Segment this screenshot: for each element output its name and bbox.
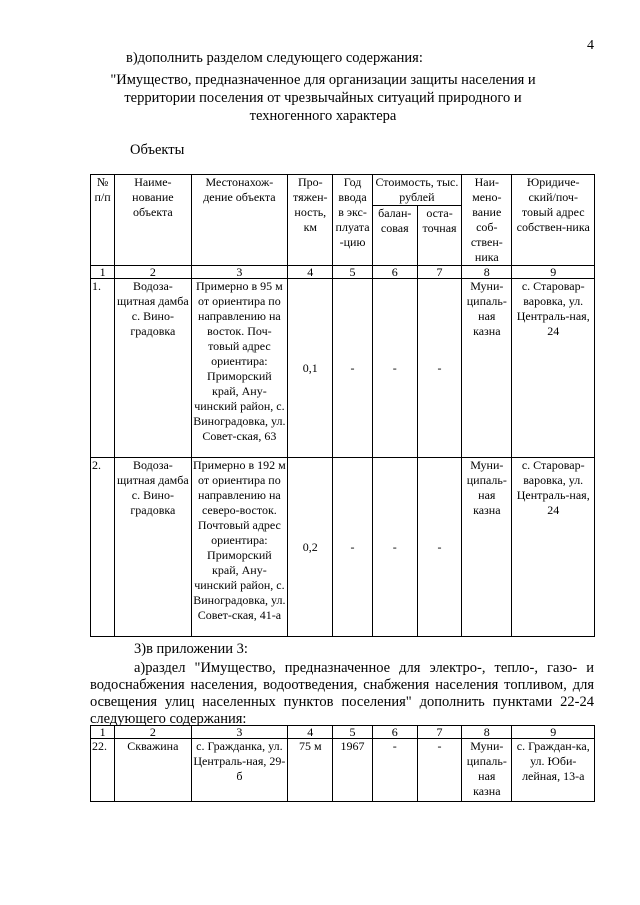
row-no: 2.	[91, 458, 115, 637]
section-title-line-2: территории поселения от чрезвычайных ситуаций природного и	[124, 90, 522, 106]
col-number: 6	[372, 726, 417, 739]
header-address: Юридиче-ский/поч-товый адрес собствен-ника	[512, 175, 595, 266]
row-owner: Муни-ципаль-ная казна	[462, 739, 512, 802]
col-number: 9	[512, 726, 595, 739]
objects-table	[90, 174, 595, 637]
header-location: Местонахож-дение объекта	[191, 175, 288, 266]
section-title-line-1: "Имущество, предназначенное для организации защиты населения и	[110, 72, 536, 88]
page-number: 4	[587, 38, 594, 53]
col-number: 2	[115, 726, 191, 739]
col-number: 2	[115, 266, 191, 279]
row-address: с. Граждан-ка, ул. Юби-лейная, 13-а	[512, 739, 595, 802]
col-number: 3	[191, 266, 288, 279]
row-name: Водоза-щитная дамба с. Вино-градовка	[115, 279, 191, 458]
row-balance: -	[372, 279, 417, 458]
table-row	[91, 279, 595, 458]
col-number: 7	[417, 266, 461, 279]
row-owner: Муни-ципаль-ная казна	[462, 279, 512, 458]
row-residual: -	[417, 739, 461, 802]
header-length: Про-тяжен-ность, км	[288, 175, 333, 266]
col-number: 1	[91, 266, 115, 279]
col-number: 1	[91, 726, 115, 739]
row-length: 75 м	[288, 739, 333, 802]
row-no: 22.	[91, 739, 115, 802]
row-length: 0,1	[288, 279, 333, 458]
col-number: 7	[417, 726, 461, 739]
header-no: № п/п	[91, 175, 115, 266]
row-length: 0,2	[288, 458, 333, 637]
row-owner: Муни-ципаль-ная казна	[462, 458, 512, 637]
col-number: 8	[462, 726, 512, 739]
row-no: 1.	[91, 279, 115, 458]
header-year: Год ввода в экс-плуата-цию	[333, 175, 372, 266]
row-location: Примерно в 192 м от ориентира по направлению на северо-восток. Почтовый адрес ориентира: Приморский край, Ану-чинский район, с. Виноградовка, ул. Совет-ская, 41-а	[191, 458, 288, 637]
row-location: с. Гражданка, ул. Централь-ная, 29-б	[191, 739, 288, 802]
row-address: с. Старовар-варовка, ул. Централь-ная, 24	[512, 458, 595, 637]
row-address: с. Старовар-варовка, ул. Централь-ная, 24	[512, 279, 595, 458]
row-name: Скважина	[115, 739, 191, 802]
section3-heading: 3)в приложении 3:	[134, 641, 248, 657]
row-residual: -	[417, 458, 461, 637]
col-number: 4	[288, 266, 333, 279]
col-number: 3	[191, 726, 288, 739]
table-row	[91, 458, 595, 637]
header-name: Наиме-нование объекта	[115, 175, 191, 266]
table-row	[91, 739, 595, 802]
section-title-line-3: техногенного характера	[249, 108, 397, 124]
row-year: -	[333, 458, 372, 637]
row-location: Примерно в 95 м от ориентира по направлению на восток. Поч-товый адрес ориентира: Приморский край, Ану-чинский район, с. Виноградовка, ул. Совет-ская, 63	[191, 279, 288, 458]
col-number: 8	[462, 266, 512, 279]
row-balance: -	[372, 739, 417, 802]
header-cost: Стоимость, тыс. рублей	[372, 175, 462, 206]
col-number: 9	[512, 266, 595, 279]
row-name: Водоза-щитная дамба с. Вино-градовка	[115, 458, 191, 637]
row-balance: -	[372, 458, 417, 637]
row-residual: -	[417, 279, 461, 458]
col-number: 5	[333, 726, 372, 739]
intro-line: в)дополнить разделом следующего содержания:	[126, 50, 423, 66]
section3-paragraph: а)раздел "Имущество, предназначенное для электро-, тепло-, газо- и водоснабжения населения, водоотведения, снабжения населения топливом, для освещения улиц населенных пунктов поселения" дополнить пунктами 22-24 следующего содержания:	[90, 660, 594, 727]
header-cost-residual: оста-точная	[417, 206, 461, 266]
col-number: 5	[333, 266, 372, 279]
utilities-table	[90, 725, 595, 802]
header-owner: Наи-мено-вание соб-ствен-ника	[462, 175, 512, 266]
objects-subtitle: Объекты	[130, 142, 185, 158]
row-year: -	[333, 279, 372, 458]
col-number: 4	[288, 726, 333, 739]
col-number: 6	[372, 266, 417, 279]
row-year: 1967	[333, 739, 372, 802]
header-cost-balance: балан-совая	[372, 206, 417, 266]
